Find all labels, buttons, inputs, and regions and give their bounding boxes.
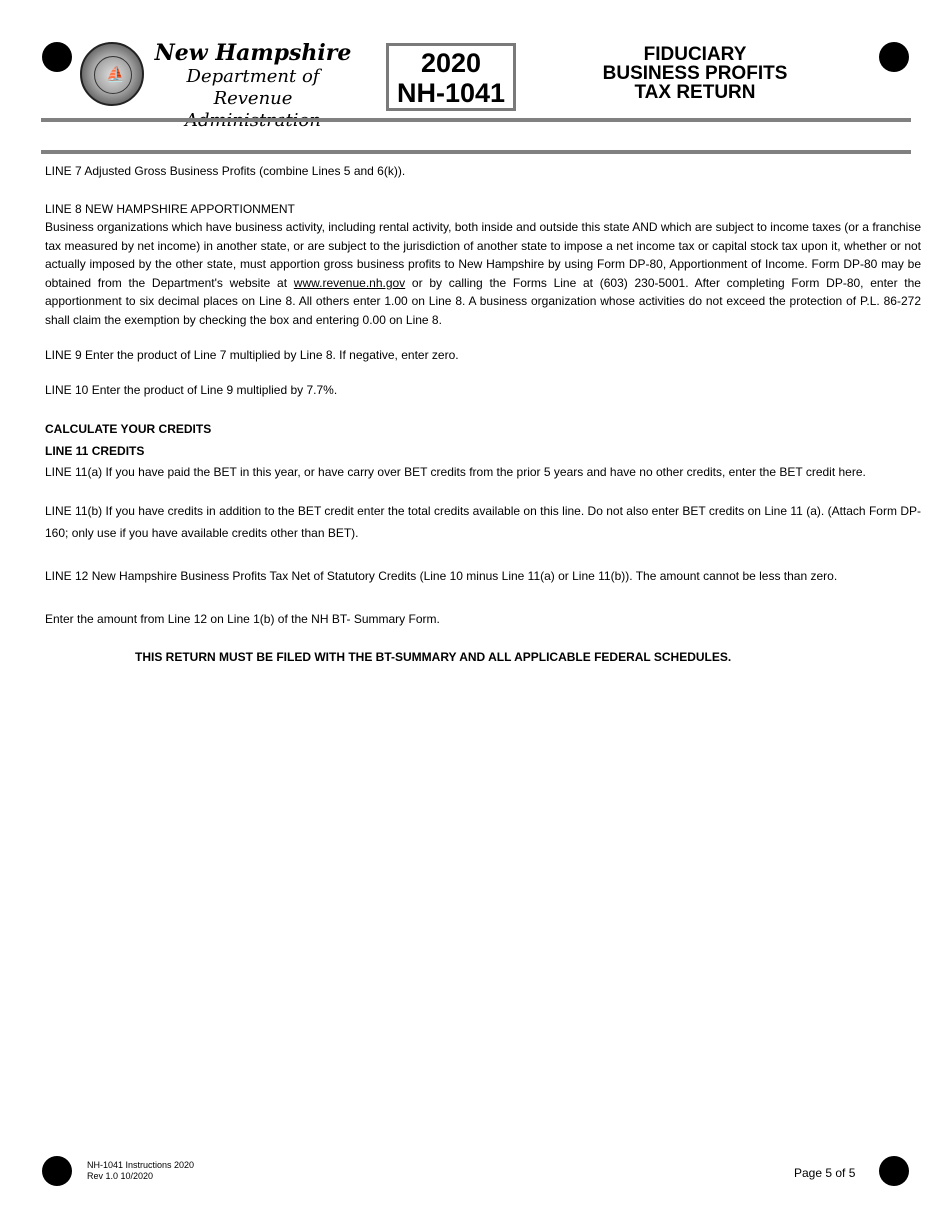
registration-mark-top-right — [879, 42, 909, 72]
form-title — [590, 45, 800, 102]
form-title-line-3: TAX RETURN — [634, 82, 756, 103]
header-rule-bottom — [41, 150, 911, 154]
agency-line-3: Revenue — [213, 88, 293, 109]
form-title-line-2: BUSINESS PROFITS — [602, 63, 788, 84]
line8-text-part2: or by calling the Forms Line at (603) 230-5001. After completing Form DP-80, enter the apportionment to six decimal places on Line 8. All others enter 1.00 on Line 8. A business organization whose activities do not exceed the protection of P.L. 86-272 shall claim the exemption by checking the box and entering 0.00 on Line 8. — [45, 275, 921, 327]
line11b-text: LINE 11(b) If you have credits in addition to the BET credit enter the total credits available on this line. Do not also enter BET credits on Line 11 (a). (Attach Form DP-160; only use if you have available credits other than BET). — [45, 503, 921, 540]
footer-revision: Rev 1.0 10/2020 — [87, 1171, 154, 1181]
form-title-line-1: FIDUCIARY — [643, 44, 747, 65]
line11-heading: LINE 11 CREDITS — [45, 443, 145, 458]
line7-text: LINE 7 Adjusted Gross Business Profits (combine Lines 5 and 6(k)). — [45, 164, 406, 178]
line12-text: LINE 12 New Hampshire Business Profits Tax Net of Statutory Credits (Line 10 minus Line 11(a) or Line 11(b)). The amount cannot be less than zero. — [45, 568, 838, 583]
filing-requirement-note: THIS RETURN MUST BE FILED WITH THE BT-SUMMARY AND ALL APPLICABLE FEDERAL SCHEDULES. — [135, 650, 732, 664]
page-number: Page 5 of 5 — [794, 1166, 856, 1180]
form-id-box — [386, 43, 516, 111]
registration-mark-bottom-right — [879, 1156, 909, 1186]
footer-doc-name: NH-1041 Instructions 2020 — [87, 1160, 195, 1170]
line8-text-part1: Business organizations which have business activity, including rental activity, both inside and outside this state AND which are subject to income taxes (or a franchise tax measured by net income) in another state, or are subject to the jurisdiction of another state to impose a net income tax or capital stock tax upon it, whether or not actually imposed by the other state, must apportion gross business profits to New Hampshire by using Form DP-80, Apportionment of Income. Form DP-80 may be obtained from the Department's website at — [45, 220, 922, 290]
credits-heading: CALCULATE YOUR CREDITS — [45, 422, 212, 436]
line8-text — [45, 218, 921, 329]
revenue-website-link[interactable]: www.revenue.nh.gov — [293, 275, 406, 290]
header-rule-top — [41, 118, 911, 122]
state-seal-icon: ⛵ — [80, 42, 144, 106]
line10-text: LINE 10 Enter the product of Line 9 multiplied by 7.7%. — [45, 382, 338, 397]
line9-text: LINE 9 Enter the product of Line 7 multiplied by Line 8. If negative, enter zero. — [45, 348, 459, 362]
line11a-text: LINE 11(a) If you have paid the BET in this year, or have carry over BET credits from the prior 5 years and have no other credits, enter the BET credit here. — [45, 465, 866, 479]
form-number: NH-1041 — [396, 78, 506, 108]
enter-amount-text: Enter the amount from Line 12 on Line 1(b) of the NH BT- Summary Form. — [45, 612, 440, 626]
instructions-body — [45, 162, 921, 629]
registration-mark-bottom-left — [42, 1156, 72, 1186]
footer-doc-info — [87, 1160, 194, 1182]
form-year: 2020 — [420, 48, 482, 78]
agency-line-1: New Hampshire — [154, 40, 352, 66]
line8-heading: LINE 8 NEW HAMPSHIRE APPORTIONMENT — [45, 201, 295, 216]
registration-mark-top-left — [42, 42, 72, 72]
agency-line-2: Department of — [186, 66, 320, 87]
